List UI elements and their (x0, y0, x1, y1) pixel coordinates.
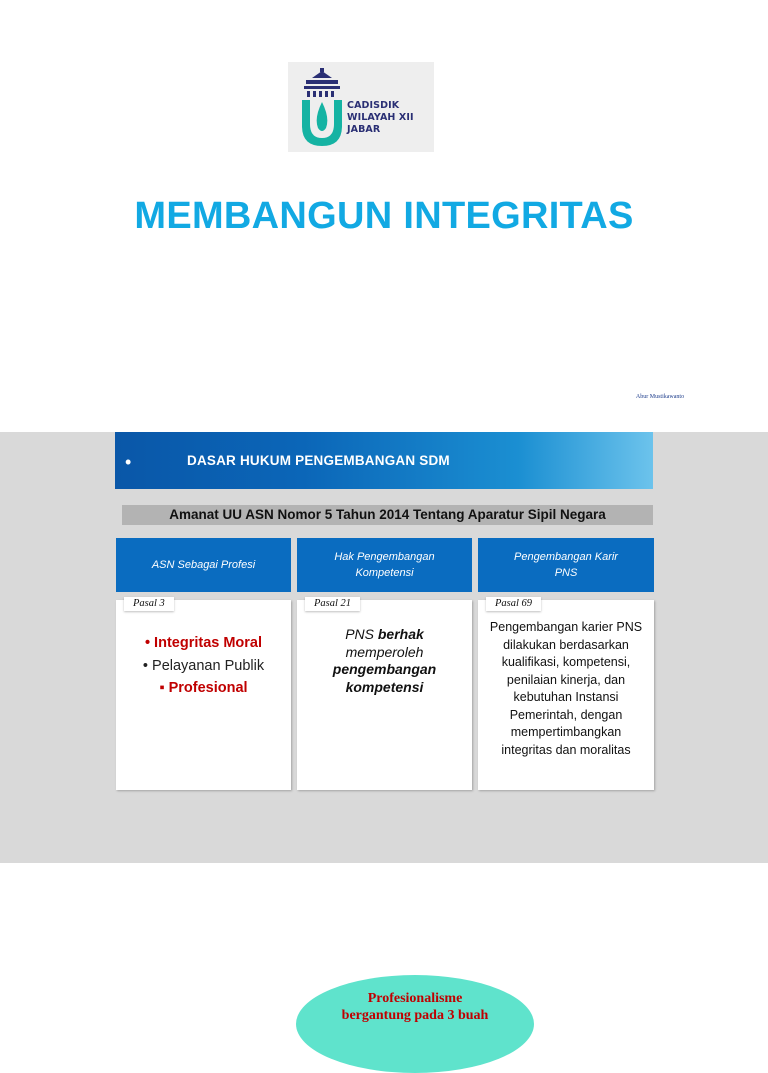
column-box-profesi (116, 600, 291, 790)
column-header-profesi (116, 538, 291, 592)
column-header-label (334, 549, 434, 581)
list-item: ▪ Profesional (159, 680, 248, 696)
list-item: • Integritas Moral (144, 635, 263, 651)
header-line-1: Pengembangan Karir (514, 551, 618, 563)
header-line-2: Kompetensi (355, 567, 414, 579)
header-line-1: Hak Pengembangan (334, 551, 435, 563)
column-box-karir (478, 600, 654, 790)
pasal-label: Pasal 3 (124, 597, 174, 611)
ellipse-line-1: Profesionalisme (367, 991, 463, 1006)
logo-line-1: CADISDIK (347, 100, 400, 111)
building-emblem-icon (300, 68, 344, 148)
column-box-hak (297, 600, 472, 790)
text-line: dilakukan berdasarkan (503, 637, 629, 652)
slide-dasar-hukum (0, 432, 768, 863)
hak-text (297, 626, 472, 696)
section-banner (115, 432, 653, 489)
column-header-label (514, 549, 618, 581)
text-segment: berhak (377, 626, 424, 642)
text-line: kualifikasi, kompetensi, (501, 655, 631, 669)
pasal-label: Pasal 69 (486, 597, 541, 611)
logo-line-3: JABAR (347, 124, 381, 135)
author-credit: Abur Mustikawanto (635, 394, 685, 400)
text-line: penilaian kinerja, dan (506, 672, 626, 687)
text-line: kebutuhan Instansi (513, 690, 619, 704)
karir-text (482, 619, 650, 759)
text-line: integritas dan moralitas (501, 742, 631, 757)
header-line-2: PNS (554, 567, 578, 579)
column-header-label: ASN Sebagai Profesi (151, 559, 256, 571)
text-line: Pemerintah, dengan (509, 707, 623, 722)
text-segment: pengembangan (332, 661, 437, 677)
logo-line-2: WILAYAH XII (347, 112, 414, 123)
profesi-list (116, 632, 291, 700)
text-segment: kompetensi (345, 678, 424, 695)
text-line: Pengembangan karier PNS (489, 620, 643, 634)
logo-text (347, 100, 414, 136)
bullet-icon: • (125, 452, 132, 472)
list-item: • Pelayanan Publik (142, 657, 265, 674)
text-segment: PNS (345, 626, 378, 642)
slide-title: MEMBANGUN INTEGRITAS (134, 195, 634, 237)
banner-title: DASAR HUKUM PENGEMBANGAN SDM (187, 453, 450, 468)
cadisdik-logo (288, 62, 434, 152)
amanat-heading: Amanat UU ASN Nomor 5 Tahun 2014 Tentang Aparatur Sipil Negara (122, 505, 653, 525)
text-segment: memperoleh (345, 643, 424, 660)
column-header-hak (297, 538, 472, 592)
column-header-karir (478, 538, 654, 592)
pasal-label: Pasal 21 (305, 597, 360, 611)
text-line: mempertimbangkan (510, 725, 622, 739)
ellipse-text (296, 990, 534, 1024)
ellipse-line-2: bergantung pada 3 buah (341, 1008, 489, 1023)
